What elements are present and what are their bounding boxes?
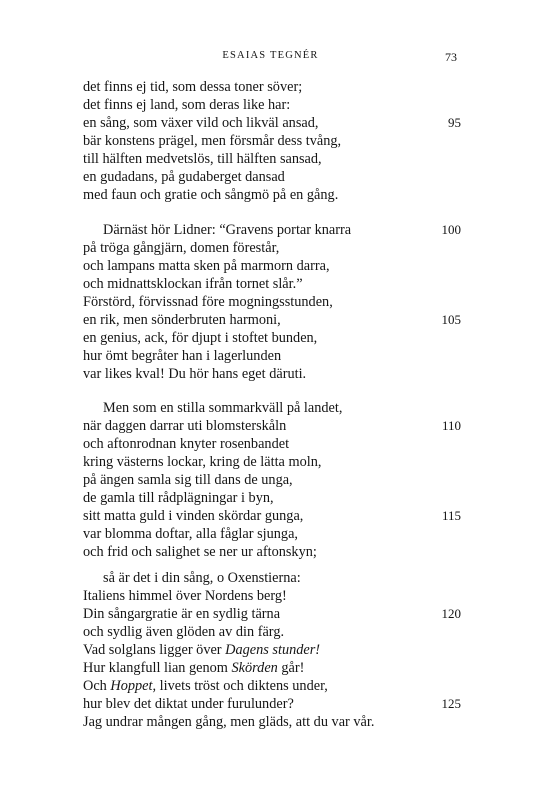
verse-text: en sång, som växer vild och likväl ansad,: [83, 115, 319, 131]
verse-line: [83, 471, 461, 489]
verse-line: [83, 347, 461, 365]
verse-text: kring västerns lockar, kring de lätta moln,: [83, 454, 322, 470]
verse-text: [83, 660, 304, 676]
verse-text: och midnattsklockan ifrån tornet slår.”: [83, 276, 303, 292]
work-title-italic: Hoppet,: [110, 678, 157, 694]
verse-text: Jag undrar mången gång, men gläds, att du var vår.: [83, 714, 375, 730]
verse-line: [83, 239, 461, 257]
verse-text: Italiens himmel över Nordens berg!: [83, 588, 287, 604]
verse-text: till hälften medvetslös, till hälften sansad,: [83, 151, 322, 167]
line-number: 95: [448, 115, 461, 130]
line-number: 100: [441, 222, 461, 237]
line-number: 125: [441, 696, 461, 711]
verse-line: [83, 96, 461, 114]
verse-line: [83, 489, 461, 507]
verse-line: [83, 641, 461, 659]
verse-text: sitt matta guld i vinden skördar gunga,: [83, 508, 304, 524]
verse-text: det finns ej land, som deras like har:: [83, 97, 291, 113]
verse-text: en rik, men sönderbruten harmoni,: [83, 312, 281, 328]
verse-line: [83, 417, 461, 435]
verse-line: [83, 114, 461, 132]
verse-line: [83, 293, 461, 311]
verse-line: [83, 659, 461, 677]
verse-text: hur ömt begråter han i lagerlunden: [83, 348, 282, 364]
verse-text-plain: går!: [277, 660, 305, 676]
verse-text: Din sångargratie är en sydlig tärna: [83, 606, 281, 622]
verse-line: [83, 587, 461, 605]
line-number: 105: [441, 312, 461, 327]
verse-line: [83, 453, 461, 471]
verse-line: [83, 311, 461, 329]
verse-text-plain: Hur klangfull lian genom: [83, 660, 232, 676]
verse-line: [83, 695, 461, 713]
verse-text: med faun och gratie och sångmö på en gång.: [83, 187, 339, 203]
verse-text-plain: Vad solglans ligger över: [83, 642, 226, 658]
verse-line: [83, 132, 461, 150]
verse-text: när daggen darrar uti blomsterskåln: [83, 418, 287, 434]
verse-text: de gamla till rådplägningar i byn,: [83, 490, 274, 506]
verse-text: och aftonrodnan knyter rosenbandet: [83, 436, 290, 452]
verse-text: bär konstens prägel, men försmår dess tvång,: [83, 133, 342, 149]
verse-text: så är det i din sång, o Oxenstierna:: [103, 570, 301, 586]
running-header: [0, 50, 541, 68]
verse-text: det finns ej tid, som dessa toner söver;: [83, 79, 303, 95]
verse-line: [83, 435, 461, 453]
stanza-2: [83, 221, 461, 383]
stanza-4: [83, 569, 461, 731]
verse-line: [83, 713, 461, 731]
verse-text-plain: Och: [83, 678, 111, 694]
verse-text: var likes kval! Du hör hans eget däruti.: [83, 366, 307, 382]
verse-line: [83, 329, 461, 347]
verse-text: en gudadans, på gudaberget dansad: [83, 169, 285, 185]
verse-line: [83, 150, 461, 168]
verse-line: [83, 78, 461, 96]
verse-text: [83, 642, 320, 658]
verse-line: [83, 623, 461, 641]
verse-line: [83, 605, 461, 623]
verse-text: och sydlig även glöden av din färg.: [83, 624, 285, 640]
verse-line: [83, 365, 461, 383]
stanza-3: [83, 399, 461, 561]
work-title-italic: Skörden: [231, 660, 278, 676]
verse-text: var blomma doftar, alla fåglar sjunga,: [83, 526, 298, 542]
verse-text: en genius, ack, för djupt i stoftet bunden,: [83, 330, 318, 346]
stanza-1: [83, 78, 461, 204]
verse-text-plain: livets tröst och diktens under,: [156, 678, 328, 694]
verse-text: och frid och salighet se ner ur aftonskyn;: [83, 544, 317, 560]
verse-line: [83, 677, 461, 695]
verse-line: [83, 257, 461, 275]
verse-line: [83, 399, 461, 417]
verse-line: [83, 507, 461, 525]
verse-line: [83, 221, 461, 239]
verse-line: [83, 168, 461, 186]
work-title-italic: Dagens stunder!: [225, 642, 321, 658]
verse-text: hur blev det diktat under furulunder?: [83, 696, 294, 712]
verse-line: [83, 275, 461, 293]
line-number: 115: [441, 508, 461, 523]
line-number: 120: [441, 606, 461, 621]
verse-line: [83, 543, 461, 561]
verse-text: Men som en stilla sommarkväll på landet,: [103, 400, 343, 416]
verse-text: på ängen samla sig till dans de unga,: [83, 472, 293, 488]
verse-text: Förstörd, förvissnad före mogningsstunden,: [83, 294, 333, 310]
line-number: 110: [441, 418, 461, 433]
verse-line: [83, 525, 461, 543]
verse-text: på tröga gångjärn, domen förestår,: [83, 240, 280, 256]
verse-line: [83, 186, 461, 204]
verse-text: Därnäst hör Lidner: “Gravens portar knarra: [103, 222, 352, 238]
running-head: ESAIAS TEGNÉR: [222, 50, 319, 61]
page-number: 73: [445, 50, 457, 64]
verse-text: [83, 678, 328, 694]
verse-text: och lampans matta sken på marmorn darra,: [83, 258, 330, 274]
verse-line: [83, 569, 461, 587]
